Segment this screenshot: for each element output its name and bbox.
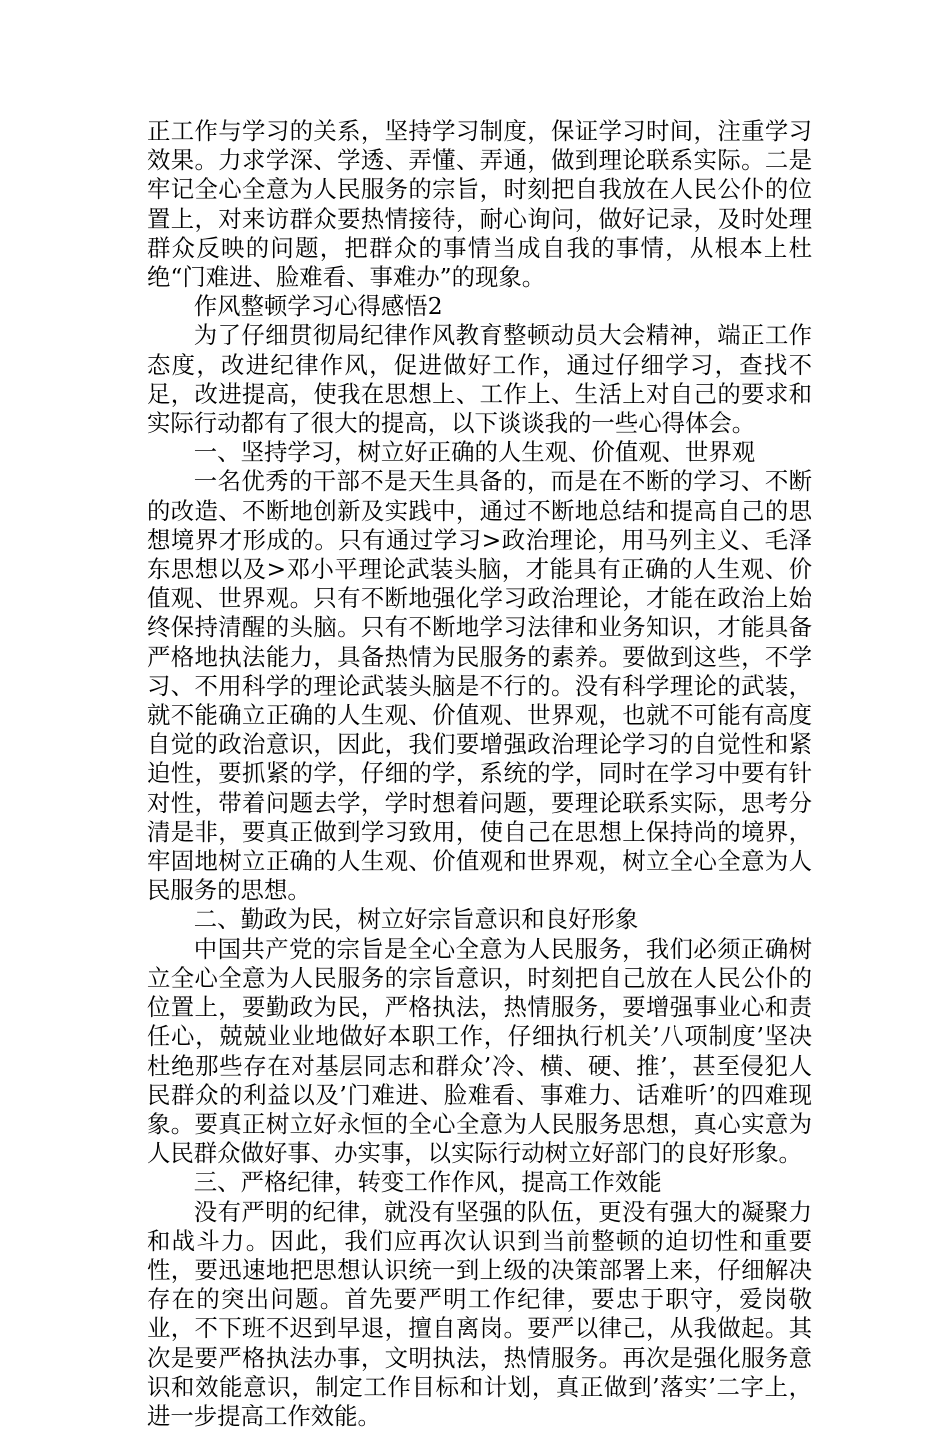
- document-page: [147, 117, 812, 1431]
- heading-1: 一、坚持学习，树立好正确的人生观、价值观、世界观: [193, 438, 756, 467]
- paragraph-discipline: 没有严明的纪律，就没有坚强的队伍，更没有强大的凝聚力和战斗力。因此，我们应再次认识到当前整顿的迫切性和重要性，要迅速地把思想认识统一到上级的决策部署上来，仔细解决存在的突出问题。首先要严明工作纪律，要忠于职守，爱岗敬业，不下班不迟到早退，擅自离岗。要严以律己，从我做起。其次是要严格执法办事，文明执法，热情服务。再次是强化服务意识和效能意识，制定工作目标和计划，真正做到’落实’二字上，进一步提高工作效能。: [147, 1197, 812, 1430]
- paragraph-intro: 为了仔细贯彻局纪律作风教育整顿动员大会精神，端正工作态度，改进纪律作风，促进做好工作，通过仔细学习，查找不足，改进提高，使我在思想上、工作上、生活上对自己的要求和实际行动都有了很大的提高，以下谈谈我的一些心得体会。: [147, 321, 812, 438]
- heading-3: 三、严格纪律，转变工作作风，提高工作效能: [193, 1168, 662, 1197]
- paragraph-continued-body: 正工作与学习的关系，坚持学习制度，保证学习时间，注重学习效果。力求学深、学透、弄懂、弄通，做到理论联系实际。二是牢记全心全意为人民服务的宗旨，时刻把自我放在人民公仆的位置上，对来访群众要热情接待，耐心询问，做好记录，及时处理群众反映的问题，把群众的事情当成自我的事情，从根本上杜绝“门难进、脸难看、事难办”的现象。: [147, 117, 812, 292]
- paragraph-study: 一名优秀的干部不是天生具备的，而是在不断的学习、不断的改造、不断地创新及实践中，通过不断地总结和提高自己的思想境界才形成的。只有通过学习>政治理论，用马列主义、毛泽东思想以及>邓小平理论武装头脑，才能具有正确的人生观、价值观、世界观。只有不断地强化学习政治理论，才能在政治上始终保持清醒的头脑。只有不断地学习法律和业务知识，才能具备严格地执法能力，具备热情为民服务的素养。要做到这些，不学习、不用科学的理论武装头脑是不行的。没有科学理论的武装，就不能确立正确的人生观、价值观、世界观，也就不可能有高度自觉的政治意识，因此，我们要增强政治理论学习的自觉性和紧迫性，要抓紧的学，仔细的学，系统的学，同时在学习中要有针对性，带着问题去学，学时想着问题，要理论联系实际，思考分清是非，要真正做到学习致用，使自己在思想上保持尚的境界，牢固地树立正确的人生观、价值观和世界观，树立全心全意为人民服务的思想。: [147, 467, 812, 905]
- paragraph-service: 中国共产党的宗旨是全心全意为人民服务，我们必须正确树立全心全意为人民服务的宗旨意识，时刻把自己放在人民公仆的位置上，要勤政为民，严格执法，热情服务，要增强事业心和责任心，兢兢业业地做好本职工作，仔细执行机关’八项制度’坚决杜绝那些存在对基层同志和群众’冷、横、硬、推’，甚至侵犯人民群众的利益以及’门难进、脸难看、事难力、话难听’的四难现象。要真正树立好永恒的全心全意为人民服务思想，真心实意为人民群众做好事、办实事，以实际行动树立好部门的良好形象。: [147, 934, 812, 1168]
- heading-2: 二、勤政为民，树立好宗旨意识和良好形象: [193, 905, 639, 934]
- section-title: 作风整顿学习心得感悟2: [193, 292, 443, 321]
